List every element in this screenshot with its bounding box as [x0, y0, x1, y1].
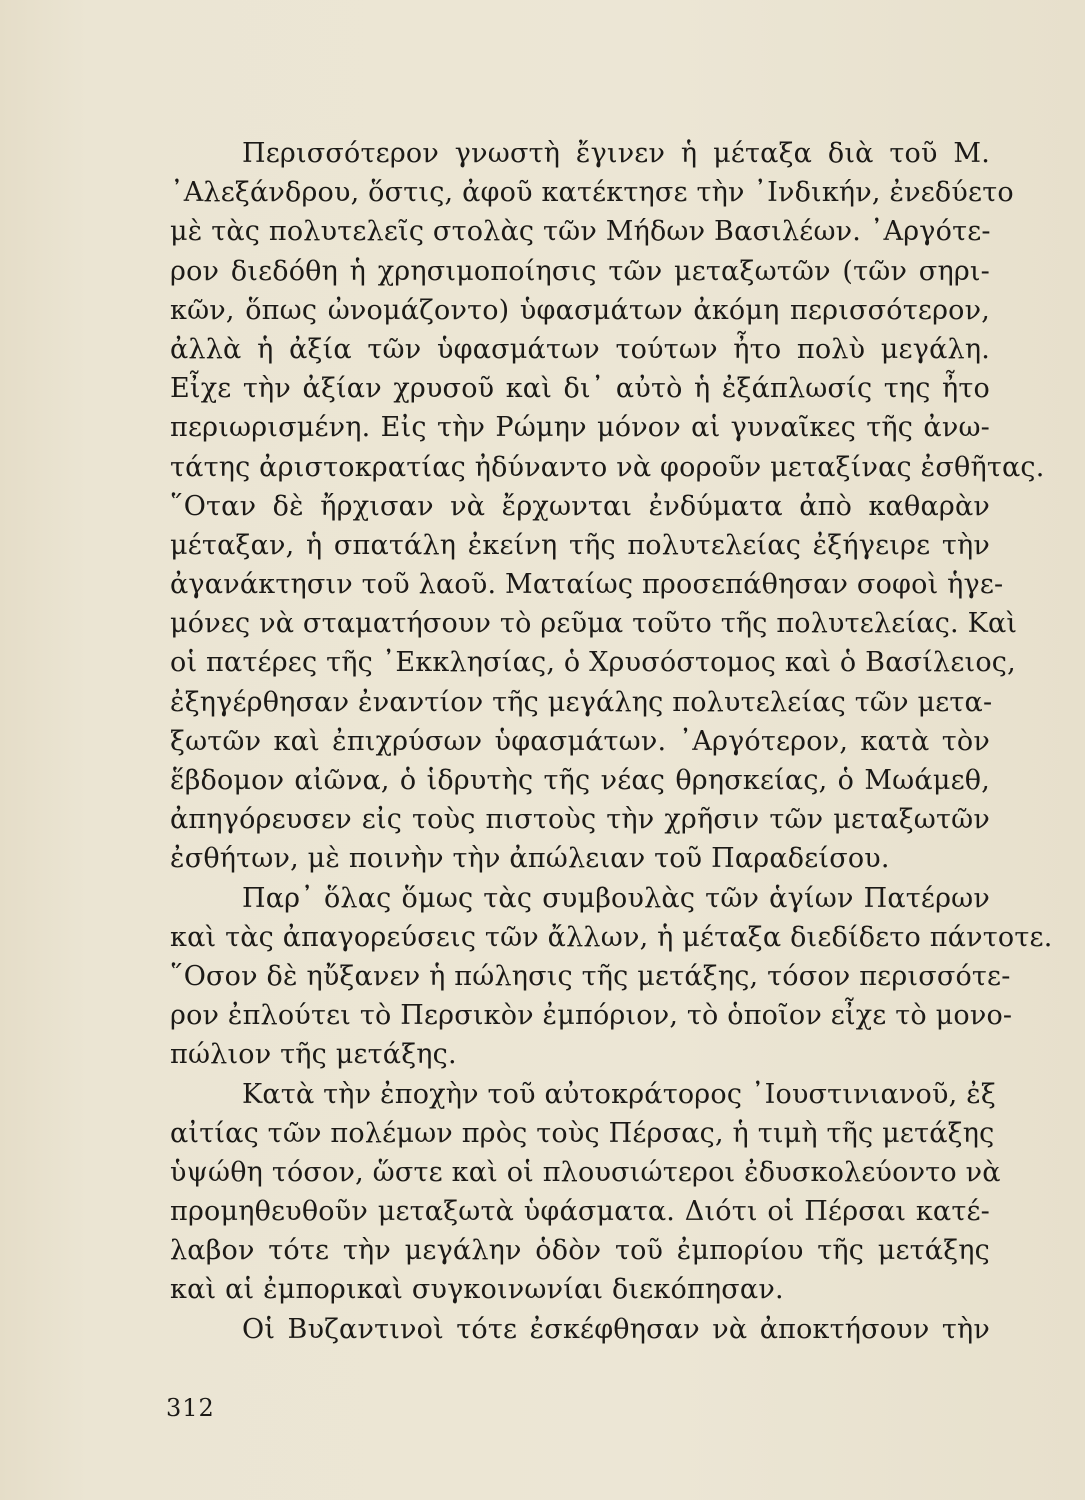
text-line: ἀπηγόρευσεν εἰς τοὺς πιστοὺς τὴν χρῆσιν τῶν μεταξωτῶν [170, 804, 990, 836]
text-line: προμηθευθοῦν μεταξωτὰ ὑφάσματα. Διότι οἱ Πέρσαι κατέ- [170, 1196, 990, 1228]
text-line: μέταξαν, ἡ σπατάλη ἐκείνη τῆς πολυτελείας ἐξήγειρε τὴν [170, 529, 990, 561]
text-line: ῞Οταν δὲ ἤρχισαν νὰ ἔρχωνται ἐνδύματα ἀπὸ καθαρὰν [170, 490, 990, 522]
text-line: Περισσότερον γνωστὴ ἔγινεν ἡ μέταξα διὰ τοῦ Μ. [242, 138, 990, 169]
body-text [170, 134, 1053, 1349]
text-line: Κατὰ τὴν ἐποχὴν τοῦ αὐτοκράτορος ᾿Ιουστινιανοῦ, ἐξ [242, 1078, 996, 1110]
text-line: ἕβδομον αἰῶνα, ὁ ἱδρυτὴς τῆς νέας θρησκείας, ὁ Μωάμεθ, [170, 765, 990, 796]
text-line: λαβον τότε τὴν μεγάλην ὁδὸν τοῦ ἐμπορίου τῆς μετάξης [170, 1235, 990, 1267]
text-line: κῶν, ὅπως ὠνομάζοντο) ὑφασμάτων ἀκόμη περισσότερον, [170, 294, 990, 326]
text-line: ἐξηγέρθησαν ἐναντίον τῆς μεγάλης πολυτελείας τῶν μετα- [170, 686, 993, 718]
text-line: ᾿Αλεξάνδρου, ὅστις, ἀφοῦ κατέκτησε τὴν ᾿Ινδικήν, ἐνεδύετο [170, 177, 1014, 209]
text-line: ὑψώθη τόσον, ὥστε καὶ οἱ πλουσιώτεροι ἐδυσκολεύοντο νὰ [170, 1156, 1001, 1188]
text-line: πώλιον τῆς μετάξης. [170, 1039, 457, 1071]
text-line: ῞Οσον δὲ ηὔξανεν ἡ πώλησις τῆς μετάξης, τόσον περισσότε- [170, 960, 1011, 992]
page-number: 312 [166, 1394, 215, 1422]
text-line: καὶ τὰς ἀπαγορεύσεις τῶν ἄλλων, ἡ μέταξα διεδίδετο πάντοτε. [170, 921, 1053, 953]
text-line: ρον ἐπλούτει τὸ Περσικὸν ἐμπόριον, τὸ ὁποῖον εἶχε τὸ μονο- [170, 1000, 1013, 1032]
text-line: τάτης ἀριστοκρατίας ἠδύναντο νὰ φοροῦν μεταξίνας ἐσθῆτας. [170, 451, 1045, 483]
text-line: περιωρισμένη. Εἰς τὴν Ρώμην μόνον αἱ γυναῖκες τῆς ἀνω- [170, 412, 990, 444]
text-line: Εἶχε τὴν ἀξίαν χρυσοῦ καὶ δι᾿ αὐτὸ ἡ ἐξάπλωσίς της ἦτο [170, 373, 990, 405]
text-line: ἐσθήτων, μὲ ποινὴν τὴν ἀπώλειαν τοῦ Παραδείσου. [170, 843, 890, 875]
text-line: ἀγανάκτησιν τοῦ λαοῦ. Ματαίως προσεπάθησαν σοφοὶ ἡγε- [170, 569, 1004, 601]
text-line: ἀλλὰ ἡ ἀξία τῶν ὑφασμάτων τούτων ἦτο πολὺ μεγάλη. [170, 333, 990, 365]
text-line: ξωτῶν καὶ ἐπιχρύσων ὑφασμάτων. ᾿Αργότερον, κατὰ τὸν [170, 725, 990, 757]
text-line: αἰτίας τῶν πολέμων πρὸς τοὺς Πέρσας, ἡ τιμὴ τῆς μετάξης [170, 1117, 995, 1149]
text-line: καὶ αἱ ἐμπορικαὶ συγκοινωνίαι διεκόπησαν. [170, 1274, 784, 1306]
text-line: οἱ πατέρες τῆς ᾿Εκκλησίας, ὁ Χρυσόστομος καὶ ὁ Βασίλειος, [170, 647, 1016, 679]
text-line: μὲ τὰς πολυτελεῖς στολὰς τῶν Μήδων Βασιλέων. ᾿Αργότε- [170, 216, 991, 248]
text-line: μόνες νὰ σταματήσουν τὸ ρεῦμα τοῦτο τῆς πολυτελείας. Καὶ [170, 608, 1018, 640]
text-line: Οἱ Βυζαντινοὶ τότε ἐσκέφθησαν νὰ ἀποκτήσουν τὴν [242, 1313, 990, 1345]
text-line: ρον διεδόθη ἡ χρησιμοποίησις τῶν μεταξωτῶν (τῶν σηρι- [170, 255, 990, 287]
text-line: Παρ᾿ ὅλας ὅμως τὰς συμβουλὰς τῶν ἁγίων Πατέρων [242, 882, 990, 914]
